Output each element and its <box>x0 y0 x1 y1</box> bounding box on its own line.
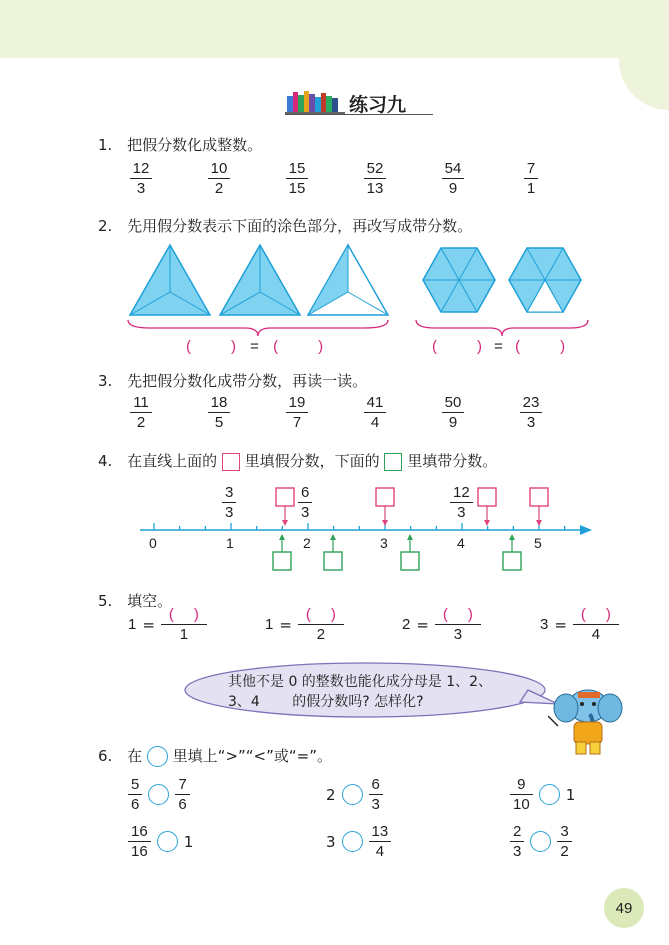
q6-item-3: $\frac{9}{10}$ 1 <box>510 776 575 813</box>
numerator: 11 <box>133 394 149 411</box>
fraction <box>524 160 538 197</box>
q6-prompt <box>98 745 332 767</box>
fraction <box>208 160 231 197</box>
number-line-label: 5 <box>534 535 542 551</box>
denominator: 9 <box>448 180 458 197</box>
numerator: 41 <box>366 394 384 411</box>
answer-blank[interactable]: ( ) <box>305 606 336 623</box>
elephant-mascot <box>548 686 628 756</box>
books-icon <box>285 88 347 114</box>
whole-number: 1 <box>128 616 137 633</box>
q4-given-2: 6 3 <box>298 484 312 521</box>
header-band <box>0 0 669 58</box>
q6-text-b: 里填上“>”“<”或“=”。 <box>172 747 333 765</box>
q1-fraction-row <box>102 160 570 197</box>
denominator: 9 <box>448 414 458 431</box>
q3-prompt <box>98 370 367 391</box>
q6-text-a: 在 <box>127 747 143 765</box>
fraction <box>442 160 465 197</box>
page-title: 练习九 <box>349 94 407 116</box>
q6-answer-circle-1[interactable] <box>148 784 169 805</box>
denominator: 4 <box>370 414 380 431</box>
bubble-line-2: 3、4 的假分数吗? 怎样化? <box>228 694 424 710</box>
number-line-label: 1 <box>226 535 234 551</box>
q6-item-2: 2 $\frac{6}{3}$ <box>326 776 383 813</box>
triangle-3 <box>308 245 388 315</box>
denominator: 3 <box>526 414 536 431</box>
q1-fraction-item <box>414 160 492 197</box>
title-underline <box>285 114 433 115</box>
whole-number: 1 <box>265 616 274 633</box>
numerator: 10 <box>210 160 228 177</box>
denominator: 3 <box>136 180 146 197</box>
numerator: 7 <box>526 160 536 177</box>
brace-right <box>416 320 588 336</box>
triangle-1 <box>130 245 210 315</box>
q5-fraction <box>161 606 207 643</box>
number-line-label: 0 <box>149 535 157 551</box>
green-box-icon <box>384 453 402 471</box>
q3-number: 3. <box>98 372 113 390</box>
q5-item: 3 = $\frac{( )}{4}$ <box>540 606 619 643</box>
numerator: 54 <box>444 160 462 177</box>
triangle-2 <box>220 245 300 315</box>
numerator: 12 <box>132 160 150 177</box>
q5-number: 5. <box>98 592 113 610</box>
q3-fraction-item <box>492 394 570 431</box>
pink-box-icon <box>222 453 240 471</box>
q6-number: 6. <box>98 747 113 765</box>
q1-number: 1. <box>98 136 113 154</box>
q4-given-1: 3 3 <box>222 484 236 521</box>
title-block <box>285 88 435 118</box>
q6-answer-circle-2[interactable] <box>342 784 363 805</box>
q1-fraction-item <box>492 160 570 197</box>
q3-fraction-item <box>414 394 492 431</box>
number-line-label: 3 <box>380 535 388 551</box>
numerator: 19 <box>288 394 306 411</box>
fraction <box>364 394 387 431</box>
denominator: 5 <box>214 414 224 431</box>
q5-fraction <box>298 606 344 643</box>
brace-left <box>128 320 388 336</box>
q4-text-c: 里填带分数。 <box>407 452 498 470</box>
q3-fraction-item <box>258 394 336 431</box>
numerator: 52 <box>366 160 384 177</box>
q4-given-3: 12 3 <box>450 484 473 521</box>
q2-prompt <box>98 215 472 236</box>
denominator: 4 <box>591 626 601 643</box>
q4-number: 4. <box>98 452 113 470</box>
answer-blank[interactable]: ( ) <box>168 606 199 623</box>
q5-fraction <box>573 606 619 643</box>
q3-fraction-item <box>336 394 414 431</box>
q5-item: 2 = $\frac{( )}{3}$ <box>402 606 481 643</box>
q5-item: 1 = $\frac{( )}{1}$ <box>128 606 207 643</box>
q6-item-4: $\frac{16}{16}$ 1 <box>128 823 193 860</box>
q3-fraction-item <box>102 394 180 431</box>
denominator: 13 <box>366 180 384 197</box>
q6-answer-circle-4[interactable] <box>157 831 178 852</box>
numerator: 15 <box>288 160 306 177</box>
q1-fraction-item <box>336 160 414 197</box>
header-corner <box>619 0 669 110</box>
circle-blank-icon <box>147 746 168 767</box>
q6-item-1: $\frac{5}{6}$ $\frac{7}{6}$ <box>128 776 190 813</box>
answer-blank[interactable]: ( ) <box>442 606 473 623</box>
denominator: 15 <box>288 180 306 197</box>
q1-prompt <box>98 134 262 155</box>
q6-answer-circle-3[interactable] <box>539 784 560 805</box>
bubble-line-1: 其他不是 0 的整数也能化成分母是 1、2、 <box>228 674 493 690</box>
q2-number: 2. <box>98 217 113 235</box>
q3-text: 先把假分数化成带分数，再读一读。 <box>127 372 368 390</box>
fraction <box>286 394 309 431</box>
q6-answer-circle-5[interactable] <box>342 831 363 852</box>
whole-number: 3 <box>540 616 549 633</box>
fraction <box>208 394 231 431</box>
q5-item: 1 = $\frac{( )}{2}$ <box>265 606 344 643</box>
numerator: 18 <box>210 394 228 411</box>
number-line-label: 4 <box>457 535 465 551</box>
hexagon-2 <box>509 248 581 312</box>
q6-item-5: 3 $\frac{13}{4}$ <box>326 823 391 860</box>
q5-text: 填空。 <box>127 592 173 610</box>
q6-answer-circle-6[interactable] <box>530 831 551 852</box>
numerator: 23 <box>522 394 540 411</box>
q2-text: 先用假分数表示下面的涂色部分，再改写成带分数。 <box>127 217 473 235</box>
page-number: 49 <box>604 888 644 928</box>
fraction <box>364 160 387 197</box>
q4-text-a: 在直线上面的 <box>127 452 218 470</box>
q1-fraction-item <box>258 160 336 197</box>
number-line-label: 2 <box>303 535 311 551</box>
q1-text: 把假分数化成整数。 <box>127 136 263 154</box>
answer-blank[interactable]: ( ) <box>580 606 611 623</box>
fraction <box>130 394 152 431</box>
q4-text-b: 里填假分数，下面的 <box>244 452 380 470</box>
q3-fraction-item <box>180 394 258 431</box>
q2-answer-right: ( ) = ( ) <box>432 338 566 355</box>
denominator: 2 <box>136 414 146 431</box>
fraction <box>442 394 465 431</box>
denominator: 3 <box>453 626 463 643</box>
fraction <box>130 160 153 197</box>
bubble-text <box>228 672 492 712</box>
whole-number: 2 <box>402 616 411 633</box>
denominator: 7 <box>292 414 302 431</box>
q1-fraction-item <box>102 160 180 197</box>
fraction <box>520 394 543 431</box>
q1-fraction-item <box>180 160 258 197</box>
fraction <box>286 160 309 197</box>
q5-fraction <box>435 606 481 643</box>
q6-item-6: $\frac{2}{3}$ $\frac{3}{2}$ <box>510 823 572 860</box>
q4-number-line <box>130 480 600 580</box>
denominator: 1 <box>526 180 536 197</box>
q2-answer-left: ( ) = ( ) <box>186 338 324 355</box>
denominator: 2 <box>214 180 224 197</box>
numerator: 50 <box>444 394 462 411</box>
hexagon-1 <box>423 248 495 312</box>
q2-shapes <box>120 240 600 340</box>
q3-fraction-row <box>102 394 570 431</box>
q4-prompt <box>98 450 497 471</box>
denominator: 1 <box>179 626 189 643</box>
denominator: 2 <box>316 626 326 643</box>
